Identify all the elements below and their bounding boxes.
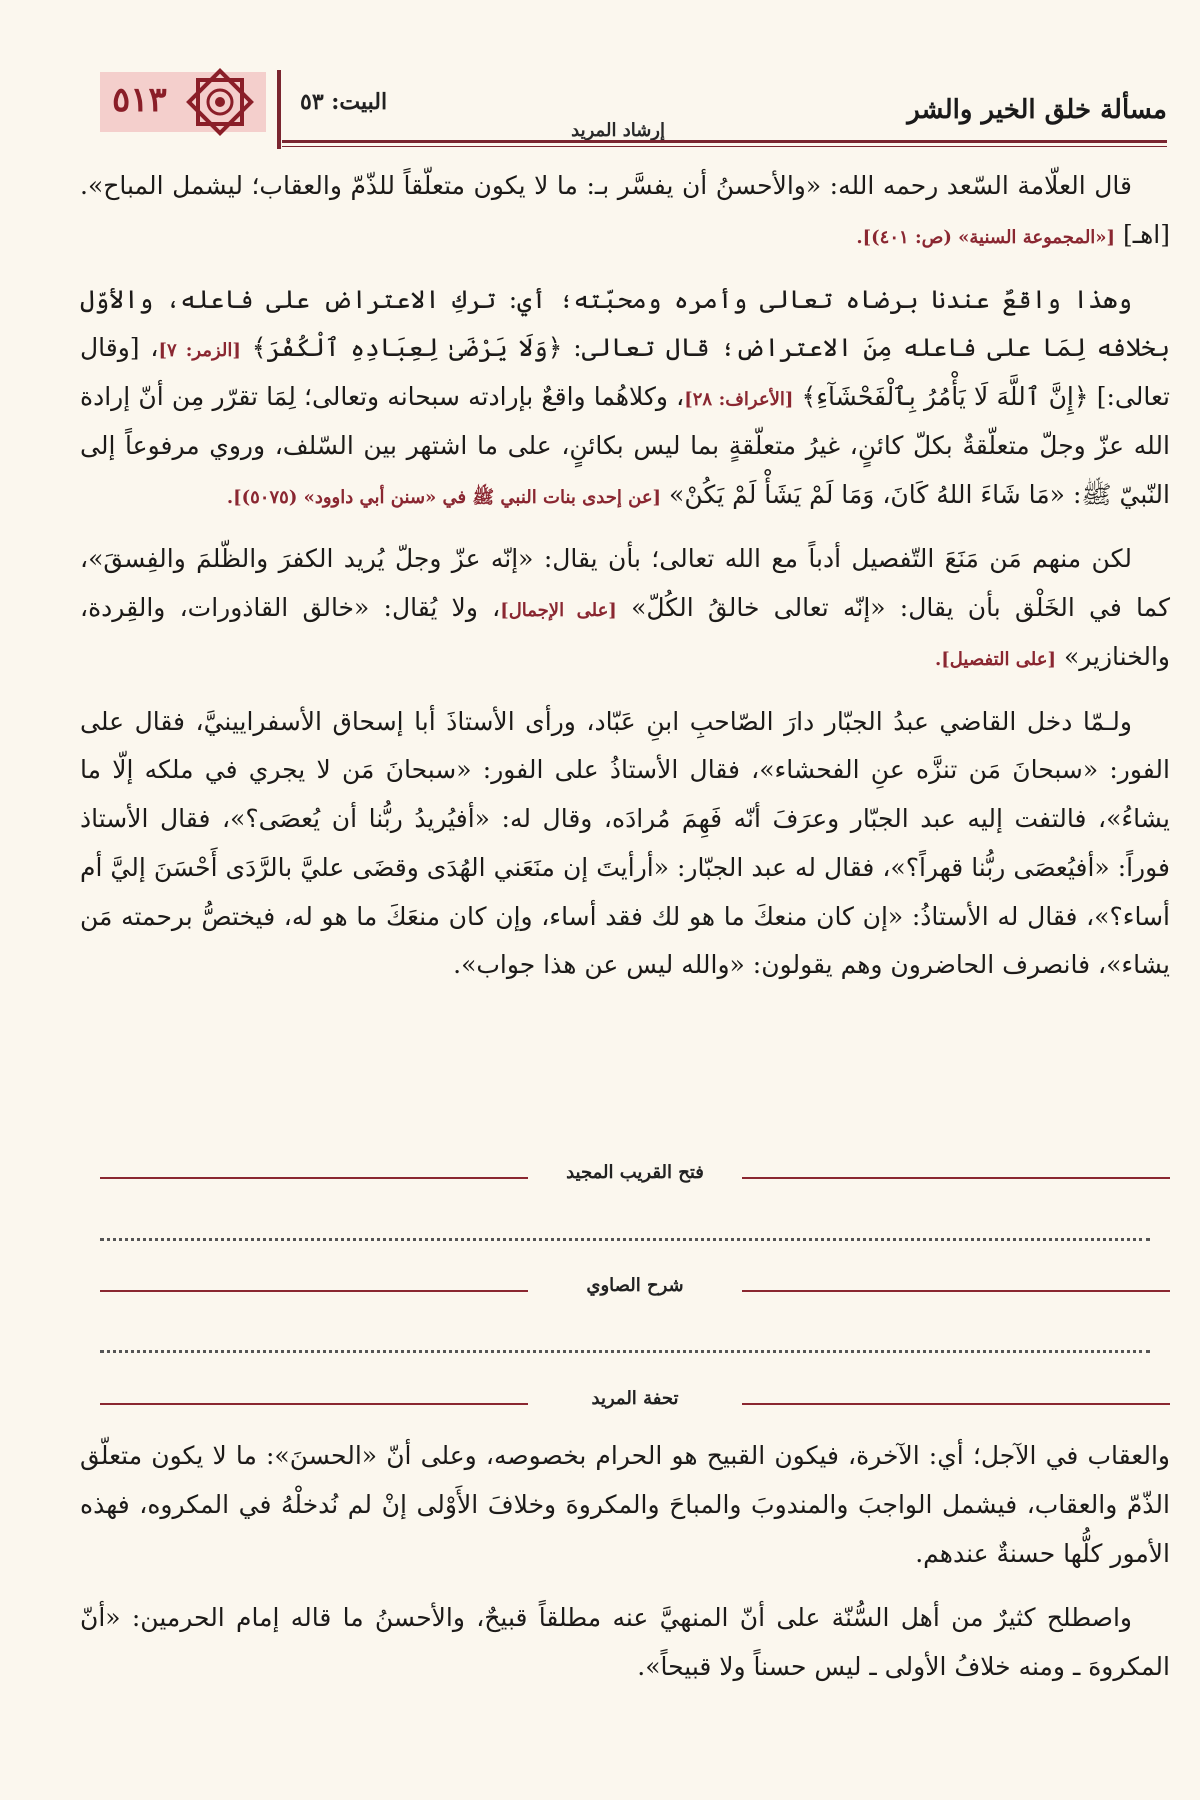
paragraph: والعقاب في الآجل؛ أي: الآخرة، فيكون القبيح هو الحرام بخصوصه، وعلى أنّ «الحسنَ»: ما لا يكون متعلّق الذّمّ والعقاب، فيشمل الواجبَ والمندوبَ والمباحَ والمكروهَ وخلافَ الأَوْلى إنْ لم نُدخلْهُ في المكروه، فهذه الأمور كلُّها حسنةٌ عندهم. <box>80 1441 1170 1568</box>
divider-line <box>100 1290 528 1292</box>
paragraph: واصطلح كثيرٌ من أهل السُّنّة على أنّ المنهيَّ عنه مطلقاً قبيحٌ، والأحسنُ ما قاله إمام الحرمين: «أنّ المكروهَ ـ ومنه خلافُ الأولى ـ ليس حسناً ولا قبيحاً». <box>80 1603 1170 1681</box>
commentary-text <box>80 1432 1170 1708</box>
section-title: فتح القريب المجيد <box>566 1162 704 1183</box>
paragraph-1: قال العلّامة السّعد رحمه الله: «والأحسنُ أن يفسَّر بـ: ما لا يكون متعلّقاً للذّمّ والعقاب؛ ليشمل المباح». [اهـ] [«المجموعة السنية» (ص: ٤٠١)]. <box>80 171 1170 249</box>
chapter-title: مسألة خلق الخير والشر <box>907 95 1167 125</box>
header-divider <box>277 70 281 149</box>
header-rule-thin <box>282 146 1167 147</box>
star-ornament-icon <box>182 64 258 140</box>
citation: [على التفصيل]. <box>935 648 1056 670</box>
citation: [عن إحدى بنات النبي ﷺ في «سنن أبي داوود» (٥٠٧٥)]. <box>226 486 662 508</box>
divider-line <box>100 1177 528 1179</box>
book-subtitle: إرشاد المريد <box>571 120 665 141</box>
main-text <box>80 162 1170 1006</box>
paragraph-3: لكن منهم مَن مَنَعَ التّفصيل أدباً مع الله تعالى؛ بأن يقال: «إنّه عزّ وجلّ يُريد الكفرَ والظّلمَ والفِسقَ»، كما في الخَلْق بأن يقال: «إنّه تعالى خالقُ الكُلّ» [على الإجمال]، ولا يُقال: «خالق القاذورات، والقِردة، والخنازير» [على التفصيل]. <box>80 544 1170 671</box>
quran-verse: ﴿إِنَّ ٱللَّهَ لَا يَأْمُرُ بِٱلْفَحْشَآءِ﴾ <box>801 382 1089 411</box>
verse-number: البيت: ٥٣ <box>300 89 388 115</box>
paragraph-2: وهذا واقعٌ عندنا برضاه تعالى وأمره ومحبّته؛ أي: تركِ الاعتراض على فاعله، والأوّل بخلافه لِمَا على فاعله مِنَ الاعتراض؛ قال تعالى: ﴿وَلَا يَرْضَىٰ لِعِبَادِهِ ٱلْكُفْرَ﴾ [الزمر: ٧]، [وقال تعالى:] ﴿إِنَّ ٱللَّهَ لَا يَأْمُرُ بِٱلْفَحْشَآءِ﴾ [الأعراف: ٢٨]، وكلاهُما واقعٌ بإرادته سبحانه وتعالى؛ لِمَا تقرّر مِن أنّ إرادة الله عزّ وجلّ متعلّقةٌ بكلّ كائنٍ، غيرُ متعلّقةٍ بما ليس بكائنٍ، على ما اشتهر بين السّلف، وروي مرفوعاً إلى النّبيّ ﷺ: «مَا شَاءَ اللهُ كَانَ، وَمَا لَمْ يَشَأْ لَمْ يَكُنْ» [عن إحدى بنات النبي ﷺ في «سنن أبي داوود» (٥٠٧٥)]. <box>80 284 1171 509</box>
hadith: «مَا شَاءَ اللهُ كَانَ، وَمَا لَمْ يَشَأْ لَمْ يَكُنْ» <box>669 479 1065 509</box>
citation: [الأعراف: ٢٨] <box>684 389 794 410</box>
section-divider-3 <box>100 1388 1170 1418</box>
citation: [على الإجمال] <box>500 600 617 621</box>
citation: [الزمر: ٧] <box>158 340 241 362</box>
paragraph-4: ولـمّا دخل القاضي عبدُ الجبّار دارَ الصّاحبِ ابنِ عَبّاد، ورأى الأستاذَ أبا إسحاق الأسفرايينيَّ، فقال على الفور: «سبحانَ مَن تنزَّه عنِ الفحشاء»، فقال الأستاذُ على الفور: «سبحانَ مَن لا يجري في ملكه إلّا ما يشاءُ»، فالتفت إليه عبد الجبّار وعرَفَ أنّه فَهِمَ مُرادَه، وقال له: «أفيُريدُ ربُّنا أن يُعصَى؟»، فقال الأستاذ فوراً: «أفيُعصَى ربُّنا قهراً؟»، فقال له عبد الجبّار: «أرأيتَ إن منَعَني الهُدَى وقضَى عليَّ بالرَّدَى أَحْسَنَ إليَّ أم أساء؟»، فقال له الأستاذُ: «إن كان منعكَ ما هو لك فقد أساء، وإن كان منعَكَ ما هو له، فيختصُّ برحمته مَن يشاء»، فانصرف الحاضرون وهم يقولون: «والله ليس عن هذا جواب». <box>80 706 1170 980</box>
header-rule <box>282 140 1167 143</box>
section-title: شرح الصاوي <box>586 1275 684 1296</box>
citation: [«المجموعة السنية» (ص: ٤٠١)]. <box>856 226 1116 248</box>
section-divider-2 <box>100 1275 1170 1305</box>
divider-line <box>100 1403 528 1405</box>
page-number: ٥١٣ <box>112 80 167 120</box>
dotted-placeholder <box>100 1238 1150 1245</box>
section-title: تحفة المريد <box>591 1388 679 1409</box>
quran-verse: ﴿وَلَا يَرْضَىٰ لِعِبَادِهِ ٱلْكُفْرَ﴾ <box>251 333 563 363</box>
section-divider-1 <box>100 1162 1170 1192</box>
dotted-placeholder <box>100 1350 1150 1357</box>
